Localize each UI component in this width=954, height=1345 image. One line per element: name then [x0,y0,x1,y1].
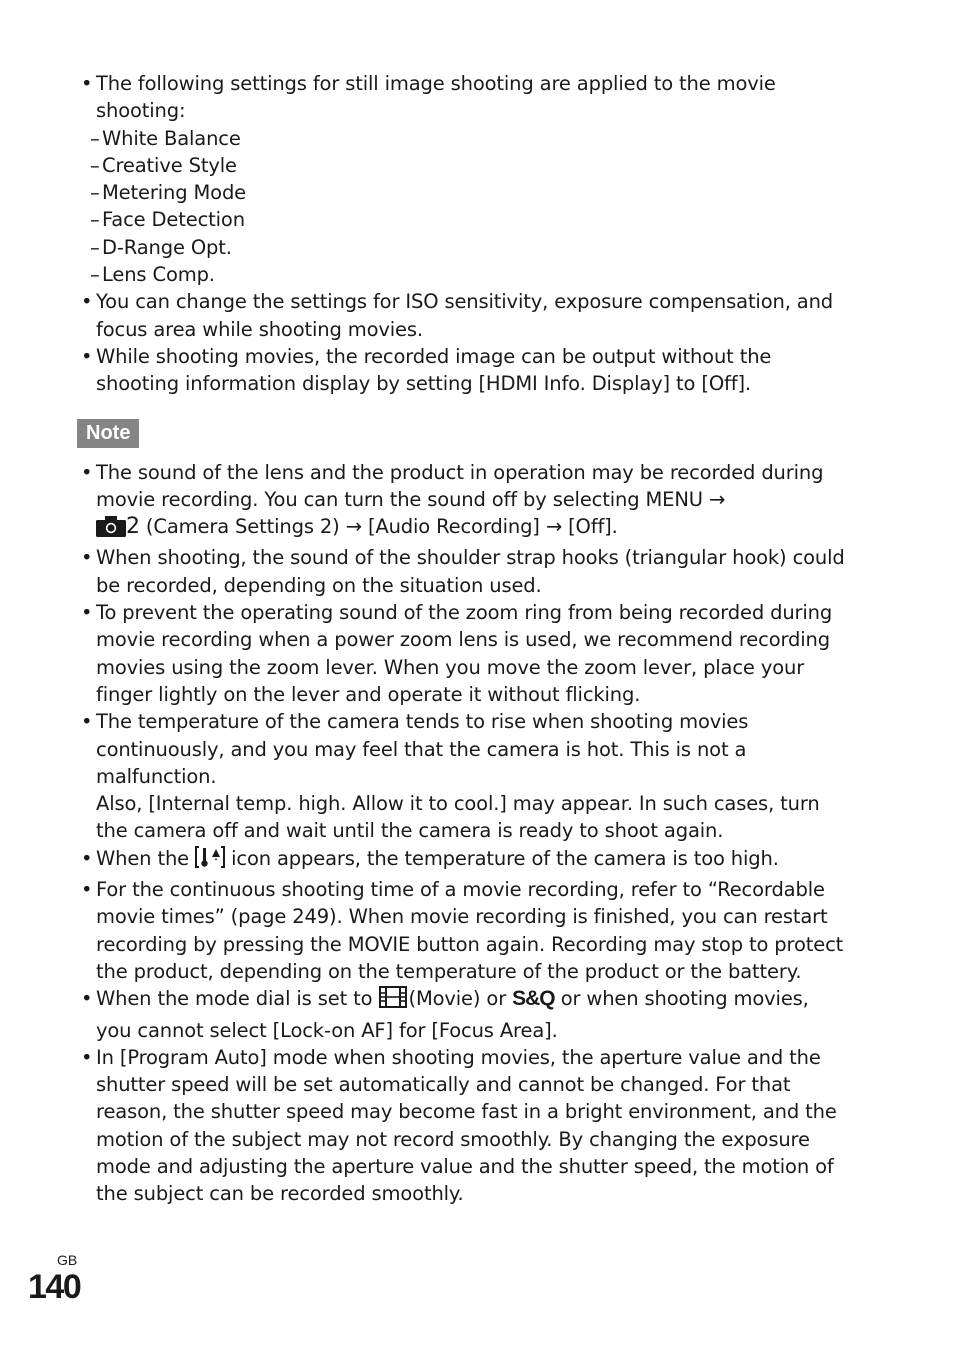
bullet-change-settings [80,288,850,343]
note-text: [Audio Recording] [367,515,540,539]
note-text: In [Program Auto] mode when shooting movies, the aperture value and the shutter speed will be set automatically and cannot be changed. For that reason, the shutter speed may become fast in a bright environment, and the motion of the subject may not record smoothly. By changing the exposure mode and adjusting the aperture value and the shutter speed, the motion of the subject can be recorded smoothly. [96,1045,837,1206]
bullet-still-settings [80,70,850,125]
note-text: When the [96,846,189,870]
note-audio-recording [80,459,850,545]
note-text: When shooting, the sound of the shoulder strap hooks (triangular hook) could be recorded, depending on the situation used. [96,546,845,597]
note-temp-icon [80,845,850,876]
note-text: (Camera Settings 2) [145,515,340,539]
note-text: The temperature of the camera tends to rise when shooting movies continuously, and you may feel that the camera is hot. This is not a malfunction. [96,710,749,788]
page-content [80,70,850,1208]
note-temperature [80,708,850,844]
list-item: – Creative Style [80,152,850,179]
note-text: or when shooting movies, you cannot select [Lock-on AF] for [Focus Area]. [96,987,809,1042]
list-item: – D-Range Opt. [80,234,850,261]
note-text: When the mode dial is set to [96,987,373,1011]
note-text: [Off]. [568,515,618,539]
note-lock-on-af [80,985,850,1044]
list-item: – Lens Comp. [80,261,850,288]
note-text: icon appears, the temperature of the camera is too high. [231,846,779,870]
camera-settings-number: 2 [126,514,140,540]
temperature-warning-icon [195,845,225,876]
note-text: To prevent the operating sound of the zoom ring from being recorded during movie recording when a power zoom lens is used, we recommend recording movies using the zoom lever. When you move the zoom lever, place your finger lightly on the lever and operate it without flicking. [96,601,833,706]
bullet-hdmi-output [80,343,850,398]
page-number: 140 [28,1268,81,1306]
note-zoom-ring [80,599,850,708]
note-text: For the continuous shooting time of a movie recording, refer to “Recordable movie times” (page 249). When movie recording is finished, you can restart recording by pressing the MOVIE button again. Recording may stop to protect the product, depending on the temperature of the product or the battery. [96,878,844,983]
movie-mode-icon [378,985,408,1016]
bullet-text: The following settings for still image shooting are applied to the movie shooting: [96,72,776,123]
sq-mode-label: S&Q [512,987,555,1011]
section-notes [80,459,850,1208]
list-item: – Metering Mode [80,179,850,206]
arrow-right-icon: → [345,515,362,539]
note-text: Also, [Internal temp. high. Allow it to cool.] may appear. In such cases, turn the camera off and wait until the camera is ready to shoot again. [96,792,820,843]
note-label: Note [77,419,139,448]
settings-list [80,125,850,289]
arrow-right-icon: → [545,515,563,539]
list-item: – Face Detection [80,206,850,233]
bullet-text: You can change the settings for ISO sensitivity, exposure compensation, and focus area while shooting movies. [96,290,834,341]
note-strap-hooks [80,544,850,599]
footer-language: GB [57,1252,78,1268]
section-settings [80,70,850,398]
bullet-text: While shooting movies, the recorded image can be output without the shooting information display by setting [HDMI Info. Display] to [Off]. [96,344,772,396]
note-continuous-time [80,876,850,985]
note-text: The sound of the lens and the product in operation may be recorded during movie recording. You can turn the sound off by selecting MENU [96,460,824,511]
camera-icon [96,515,126,544]
note-program-auto [80,1044,850,1208]
list-item: – White Balance [80,125,850,152]
note-text: (Movie) or [408,987,507,1011]
arrow-right-icon: → [708,487,726,511]
